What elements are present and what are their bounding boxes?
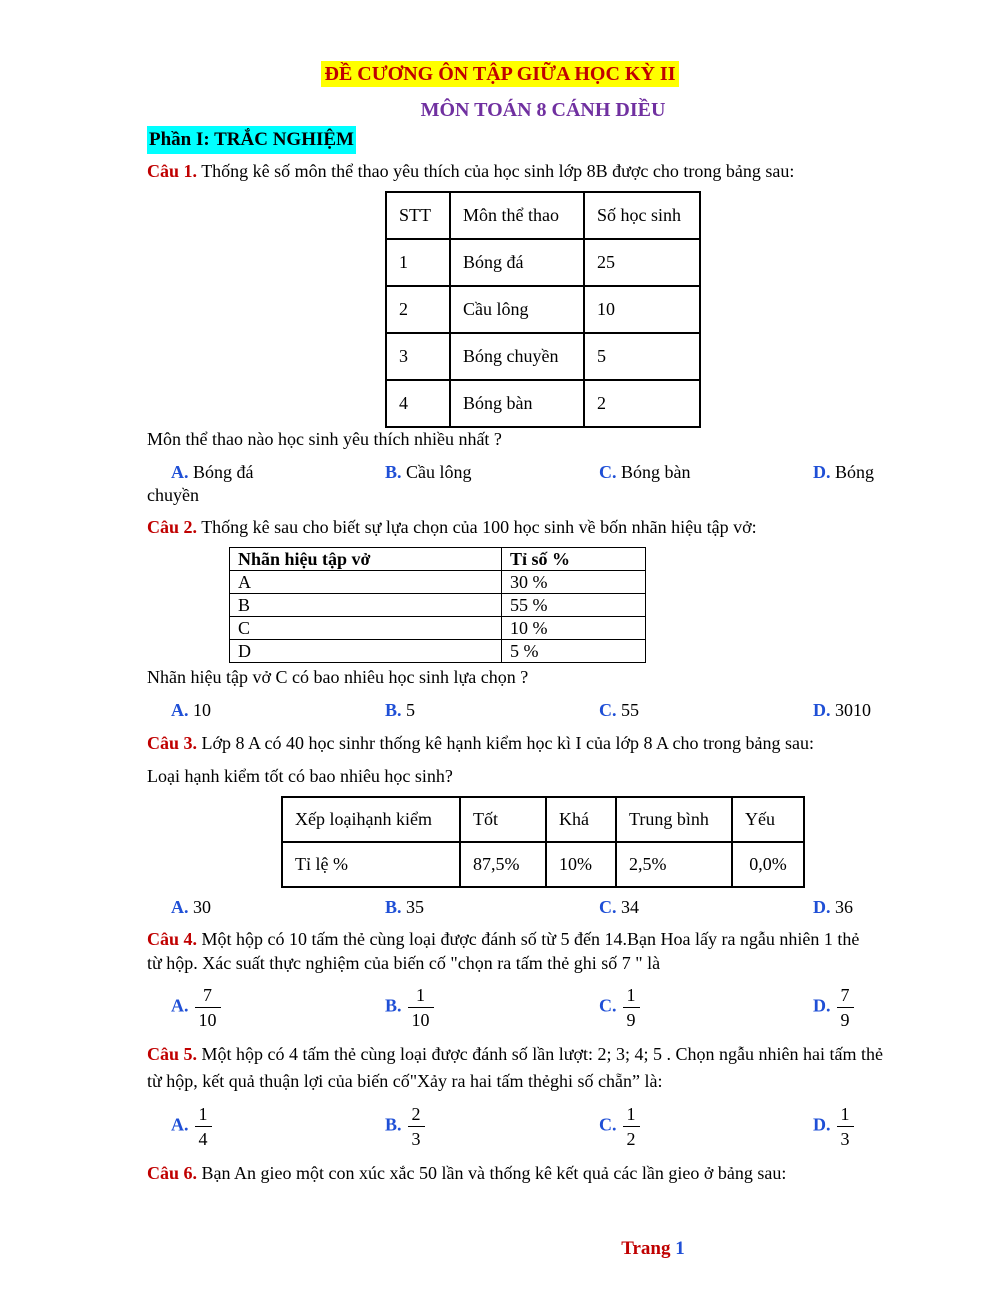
table-header-cell: Trung bình: [616, 797, 732, 842]
table-cell: Cầu lông: [450, 286, 584, 333]
table-cell: 2: [584, 380, 700, 427]
table-cell: 5: [584, 333, 700, 380]
question-4-label: Câu 4.: [147, 929, 198, 949]
question-1-text: Thống kê số môn thể thao yêu thích của học sinh lớp 8B được cho trong bảng sau:: [197, 161, 795, 181]
table-header-cell: Tốt: [460, 797, 546, 842]
question-3-text: Lớp 8 A có 40 học sinhr thống kê hạnh kiểm học kì I của lớp 8 A cho trong bảng sau:: [197, 733, 814, 753]
notebook-brand-table: [229, 547, 646, 663]
option-d: D. Bóng: [813, 462, 875, 482]
question-2: [147, 515, 757, 539]
question-5-text-continued: từ hộp, kết quả thuận lợi của biến cố"Xảy ra hai tấm thẻghi số chẵn” là:: [147, 1071, 663, 1091]
option-c: C. 55: [599, 700, 639, 720]
page-label: Trang: [621, 1238, 671, 1259]
option-c: C. 34: [599, 897, 639, 917]
table-row: [230, 594, 646, 617]
table-cell: Bóng chuyền: [450, 333, 584, 380]
table-header-cell: Môn thể thao: [450, 192, 584, 239]
table-header-cell: Số học sinh: [584, 192, 700, 239]
table-header-row: [282, 797, 804, 842]
table-header-cell: Khá: [546, 797, 616, 842]
option-d: D. 3010: [813, 700, 871, 720]
table-row: [386, 333, 700, 380]
table-header-cell: STT: [386, 192, 450, 239]
question-1: [147, 159, 794, 183]
option-b: B. 5: [385, 700, 416, 720]
table-cell: 3: [386, 333, 450, 380]
table-row: [386, 239, 700, 286]
option-a: A. Bóng đá: [171, 462, 254, 482]
table-cell: 5 %: [502, 640, 646, 663]
question-3-prompt: Loại hạnh kiểm tốt có bao nhiêu học sinh?: [147, 766, 453, 786]
fraction: $\frac{1}{10}$: [408, 983, 434, 1032]
question-2-label: Câu 2.: [147, 517, 198, 537]
sports-table: [385, 191, 701, 428]
option-b: B. $\frac{1}{10}$: [385, 983, 434, 1032]
table-cell: 25: [584, 239, 700, 286]
question-2-prompt: Nhãn hiệu tập vở C có bao nhiêu học sinh lựa chọn ?: [147, 667, 529, 687]
option-d: D. $\frac{7}{9}$: [813, 983, 854, 1032]
option-b: B. Cầu lông: [385, 462, 472, 482]
table-header-row: [386, 192, 700, 239]
section-heading: Phần I: TRẮC NGHIỆM: [147, 126, 356, 154]
table-row: [282, 842, 804, 887]
option-c: C. Bóng bàn: [599, 462, 691, 482]
table-cell: A: [230, 571, 502, 594]
fraction: $\frac{7}{9}$: [837, 983, 854, 1032]
fraction: $\frac{1}{9}$: [623, 983, 640, 1032]
page-footer: [0, 1238, 1000, 1260]
table-header-row: [230, 548, 646, 571]
question-3-label: Câu 3.: [147, 733, 198, 753]
option-d: D. 36: [813, 897, 853, 917]
question-1-label: Câu 1.: [147, 161, 198, 181]
table-cell: Bóng bàn: [450, 380, 584, 427]
question-5: [147, 1042, 883, 1066]
table-row: [230, 640, 646, 663]
fraction: $\frac{1}{2}$: [623, 1102, 640, 1151]
question-5-text: Một hộp có 4 tấm thẻ cùng loại được đánh số lần lượt: 2; 3; 4; 5 . Chọn ngẫu nhiên hai tấm thẻ: [197, 1044, 883, 1064]
question-6: [147, 1161, 786, 1185]
table-row: [386, 286, 700, 333]
fraction: $\frac{1}{3}$: [837, 1102, 854, 1151]
option-c: C. $\frac{1}{9}$: [599, 983, 640, 1032]
table-cell: 4: [386, 380, 450, 427]
table-cell: 10: [584, 286, 700, 333]
fraction: $\frac{7}{10}$: [195, 983, 221, 1032]
option-c: C. $\frac{1}{2}$: [599, 1102, 640, 1151]
option-a: A. 30: [171, 897, 211, 917]
question-5-label: Câu 5.: [147, 1044, 198, 1064]
question-4-text: Một hộp có 10 tấm thẻ cùng loại được đánh số từ 5 đến 14.Bạn Hoa lấy ra ngẫu nhiên 1 thẻ: [197, 929, 860, 949]
option-b: B. 35: [385, 897, 425, 917]
question-3: [147, 731, 814, 755]
conduct-table: [281, 796, 805, 888]
table-header-cell: Nhãn hiệu tập vở: [230, 548, 502, 571]
table-cell: B: [230, 594, 502, 617]
question-4-text-continued: từ hộp. Xác suất thực nghiệm của biến cố "chọn ra tấm thẻ ghi số 7 " là: [147, 953, 661, 973]
table-cell: C: [230, 617, 502, 640]
option-a: A. 10: [171, 700, 211, 720]
question-1-prompt: Môn thể thao nào học sinh yêu thích nhiều nhất ?: [147, 429, 502, 449]
option-b: B. $\frac{2}{3}$: [385, 1102, 425, 1151]
fraction: $\frac{2}{3}$: [408, 1102, 425, 1151]
table-cell: 30 %: [502, 571, 646, 594]
table-cell: 0,0%: [732, 842, 804, 887]
document-title: ĐỀ CƯƠNG ÔN TẬP GIỮA HỌC KỲ II: [0, 58, 1000, 90]
table-cell: 10 %: [502, 617, 646, 640]
table-cell: Bóng đá: [450, 239, 584, 286]
table-cell: 2,5%: [616, 842, 732, 887]
table-cell: Tỉ lệ %: [282, 842, 460, 887]
document-subtitle: MÔN TOÁN 8 CÁNH DIỀU: [420, 99, 666, 121]
table-row: [230, 571, 646, 594]
page-number: 1: [675, 1238, 685, 1259]
option-d-continued: chuyền: [147, 485, 199, 505]
option-a: A. $\frac{7}{10}$: [171, 983, 221, 1032]
fraction: $\frac{1}{4}$: [195, 1102, 212, 1151]
table-cell: 1: [386, 239, 450, 286]
question-2-text: Thống kê sau cho biết sự lựa chọn của 100 học sinh về bốn nhãn hiệu tập vở:: [197, 517, 757, 537]
table-row: [230, 617, 646, 640]
table-cell: 87,5%: [460, 842, 546, 887]
option-d: D. $\frac{1}{3}$: [813, 1102, 854, 1151]
table-cell: 55 %: [502, 594, 646, 617]
question-6-text: Bạn An gieo một con xúc xắc 50 lần và thống kê kết quả các lần gieo ở bảng sau:: [197, 1163, 787, 1183]
question-4: [147, 927, 859, 951]
table-cell: 10%: [546, 842, 616, 887]
table-row: [386, 380, 700, 427]
option-a: A. $\frac{1}{4}$: [171, 1102, 212, 1151]
table-header-cell: Tỉ số %: [502, 548, 646, 571]
table-cell: 2: [386, 286, 450, 333]
table-cell: D: [230, 640, 502, 663]
table-header-cell: Xếp loạihạnh kiểm: [282, 797, 460, 842]
table-header-cell: Yếu: [732, 797, 804, 842]
question-6-label: Câu 6.: [147, 1163, 198, 1183]
